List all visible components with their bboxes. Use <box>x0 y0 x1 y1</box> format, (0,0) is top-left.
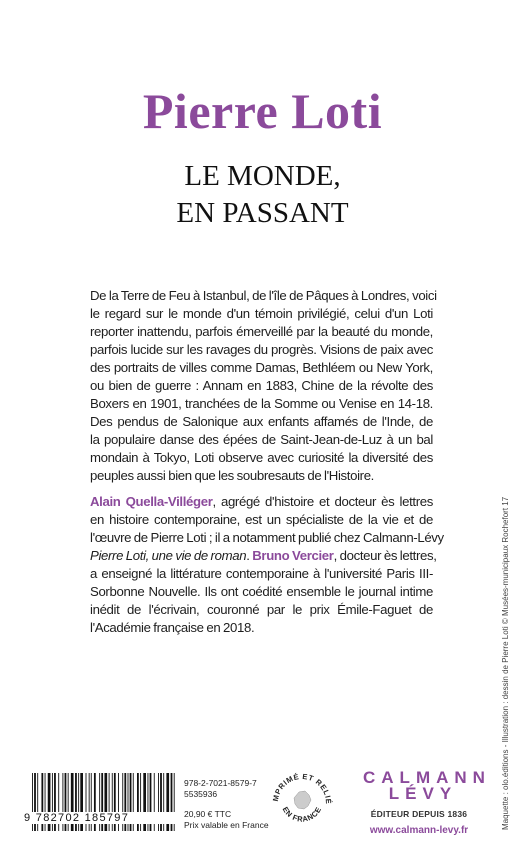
price: 20,90 € TTC <box>184 809 232 819</box>
isbn-block <box>184 778 284 831</box>
synopsis-line: peuples aussi bien que les soubresauts de l'Histoire. <box>90 468 374 483</box>
authors-bio-paragraph <box>90 493 444 637</box>
synopsis-line: Des pendus de Salonique aux enfants affamés de l'Inde, de <box>90 414 433 429</box>
bio-line: inédit de l'écrivain, couronné par le prix Émile-Faguet de <box>90 602 433 617</box>
book-title-line1: LE MONDE, <box>184 160 341 192</box>
bio-text: , docteur ès lettres, <box>333 548 437 563</box>
synopsis-line: De la Terre de Feu à Istanbul, de l'île de Pâques à Londres, voici <box>90 288 437 303</box>
author1-name: Alain Quella-Villéger <box>90 494 213 509</box>
book-title-line2: EN PASSANT <box>176 197 349 229</box>
synopsis-line: le regard sur le monde d'un témoin privilégié, celui d'un Loti <box>90 306 433 321</box>
bio-line: a enseigné la littérature contemporaine à l'université Paris III- <box>90 566 433 581</box>
synopsis-line: Boxers en 1901, tranchées de la Somme ou Venise en 14-18. <box>90 396 433 411</box>
price-note: Prix valable en France <box>184 820 269 830</box>
synopsis-line: des portraits de villes comme Damas, Bethléem ou New York, <box>90 360 433 375</box>
france-map-icon <box>294 791 311 809</box>
reference-number: 5535936 <box>184 789 218 799</box>
publisher-since: ÉDITEUR DEPUIS 1836 <box>370 809 468 819</box>
synopsis-line: parfois lucide sur les ravages du progrès. Visions de paix avec <box>90 342 433 357</box>
publisher-logo-block <box>363 768 491 836</box>
publisher-name-line1: CALMANN <box>363 768 491 787</box>
synopsis-line: la populaire danse des épées de Saint-Jean-de-Luz à un bal <box>90 432 433 447</box>
bio-line: l'Académie française en 2018. <box>90 620 255 635</box>
synopsis-line: mondain à Tokyo, Loti observe avec curiosité la diversité des <box>90 450 433 465</box>
seal-text-bottom: EN FRANCE <box>280 805 324 824</box>
synopsis-line: reporter inattendu, parfois émerveillé par la beauté du monde, <box>90 324 433 339</box>
author-name: Pierre Loti <box>142 83 383 139</box>
synopsis-line: ou bien de guerre : Annam en 1883, Chine de la révolte des <box>90 378 433 393</box>
bio-text: , agrégé d'histoire et docteur ès lettres <box>212 494 434 509</box>
bio-line: l'œuvre de Pierre Loti ; il a notamment publié chez Calmann-Lévy <box>90 530 444 545</box>
bio-line <box>90 493 433 511</box>
bio-line: en histoire contemporaine, est un spécialiste de la vie et de <box>90 512 433 527</box>
book-reference: Pierre Loti, une vie de roman <box>90 548 247 563</box>
bio-line: Sorbonne Nouvelle. Ils ont coédité ensemble le journal intime <box>90 584 433 599</box>
barcode-digits: 9 782702 185797 <box>24 812 179 824</box>
cover-credit: Maquette : olo.éditions - Illustration : dessin de Pierre Loti © Musées-municipaux Rochefort 17 <box>501 496 510 830</box>
bio-text: . <box>246 548 250 563</box>
synopsis-paragraph <box>90 287 437 485</box>
isbn: 978-2-7021-8579-7 <box>184 778 257 788</box>
author2-name: Bruno Vercier <box>252 548 334 563</box>
publisher-url[interactable]: www.calmann-levy.fr <box>369 825 469 836</box>
publisher-name-line2: LÉVY <box>388 784 458 803</box>
bio-line <box>90 547 437 565</box>
made-in-france-seal <box>270 767 334 835</box>
seal-text-top: MPRIMÉ ET RELIÉ <box>270 771 334 805</box>
